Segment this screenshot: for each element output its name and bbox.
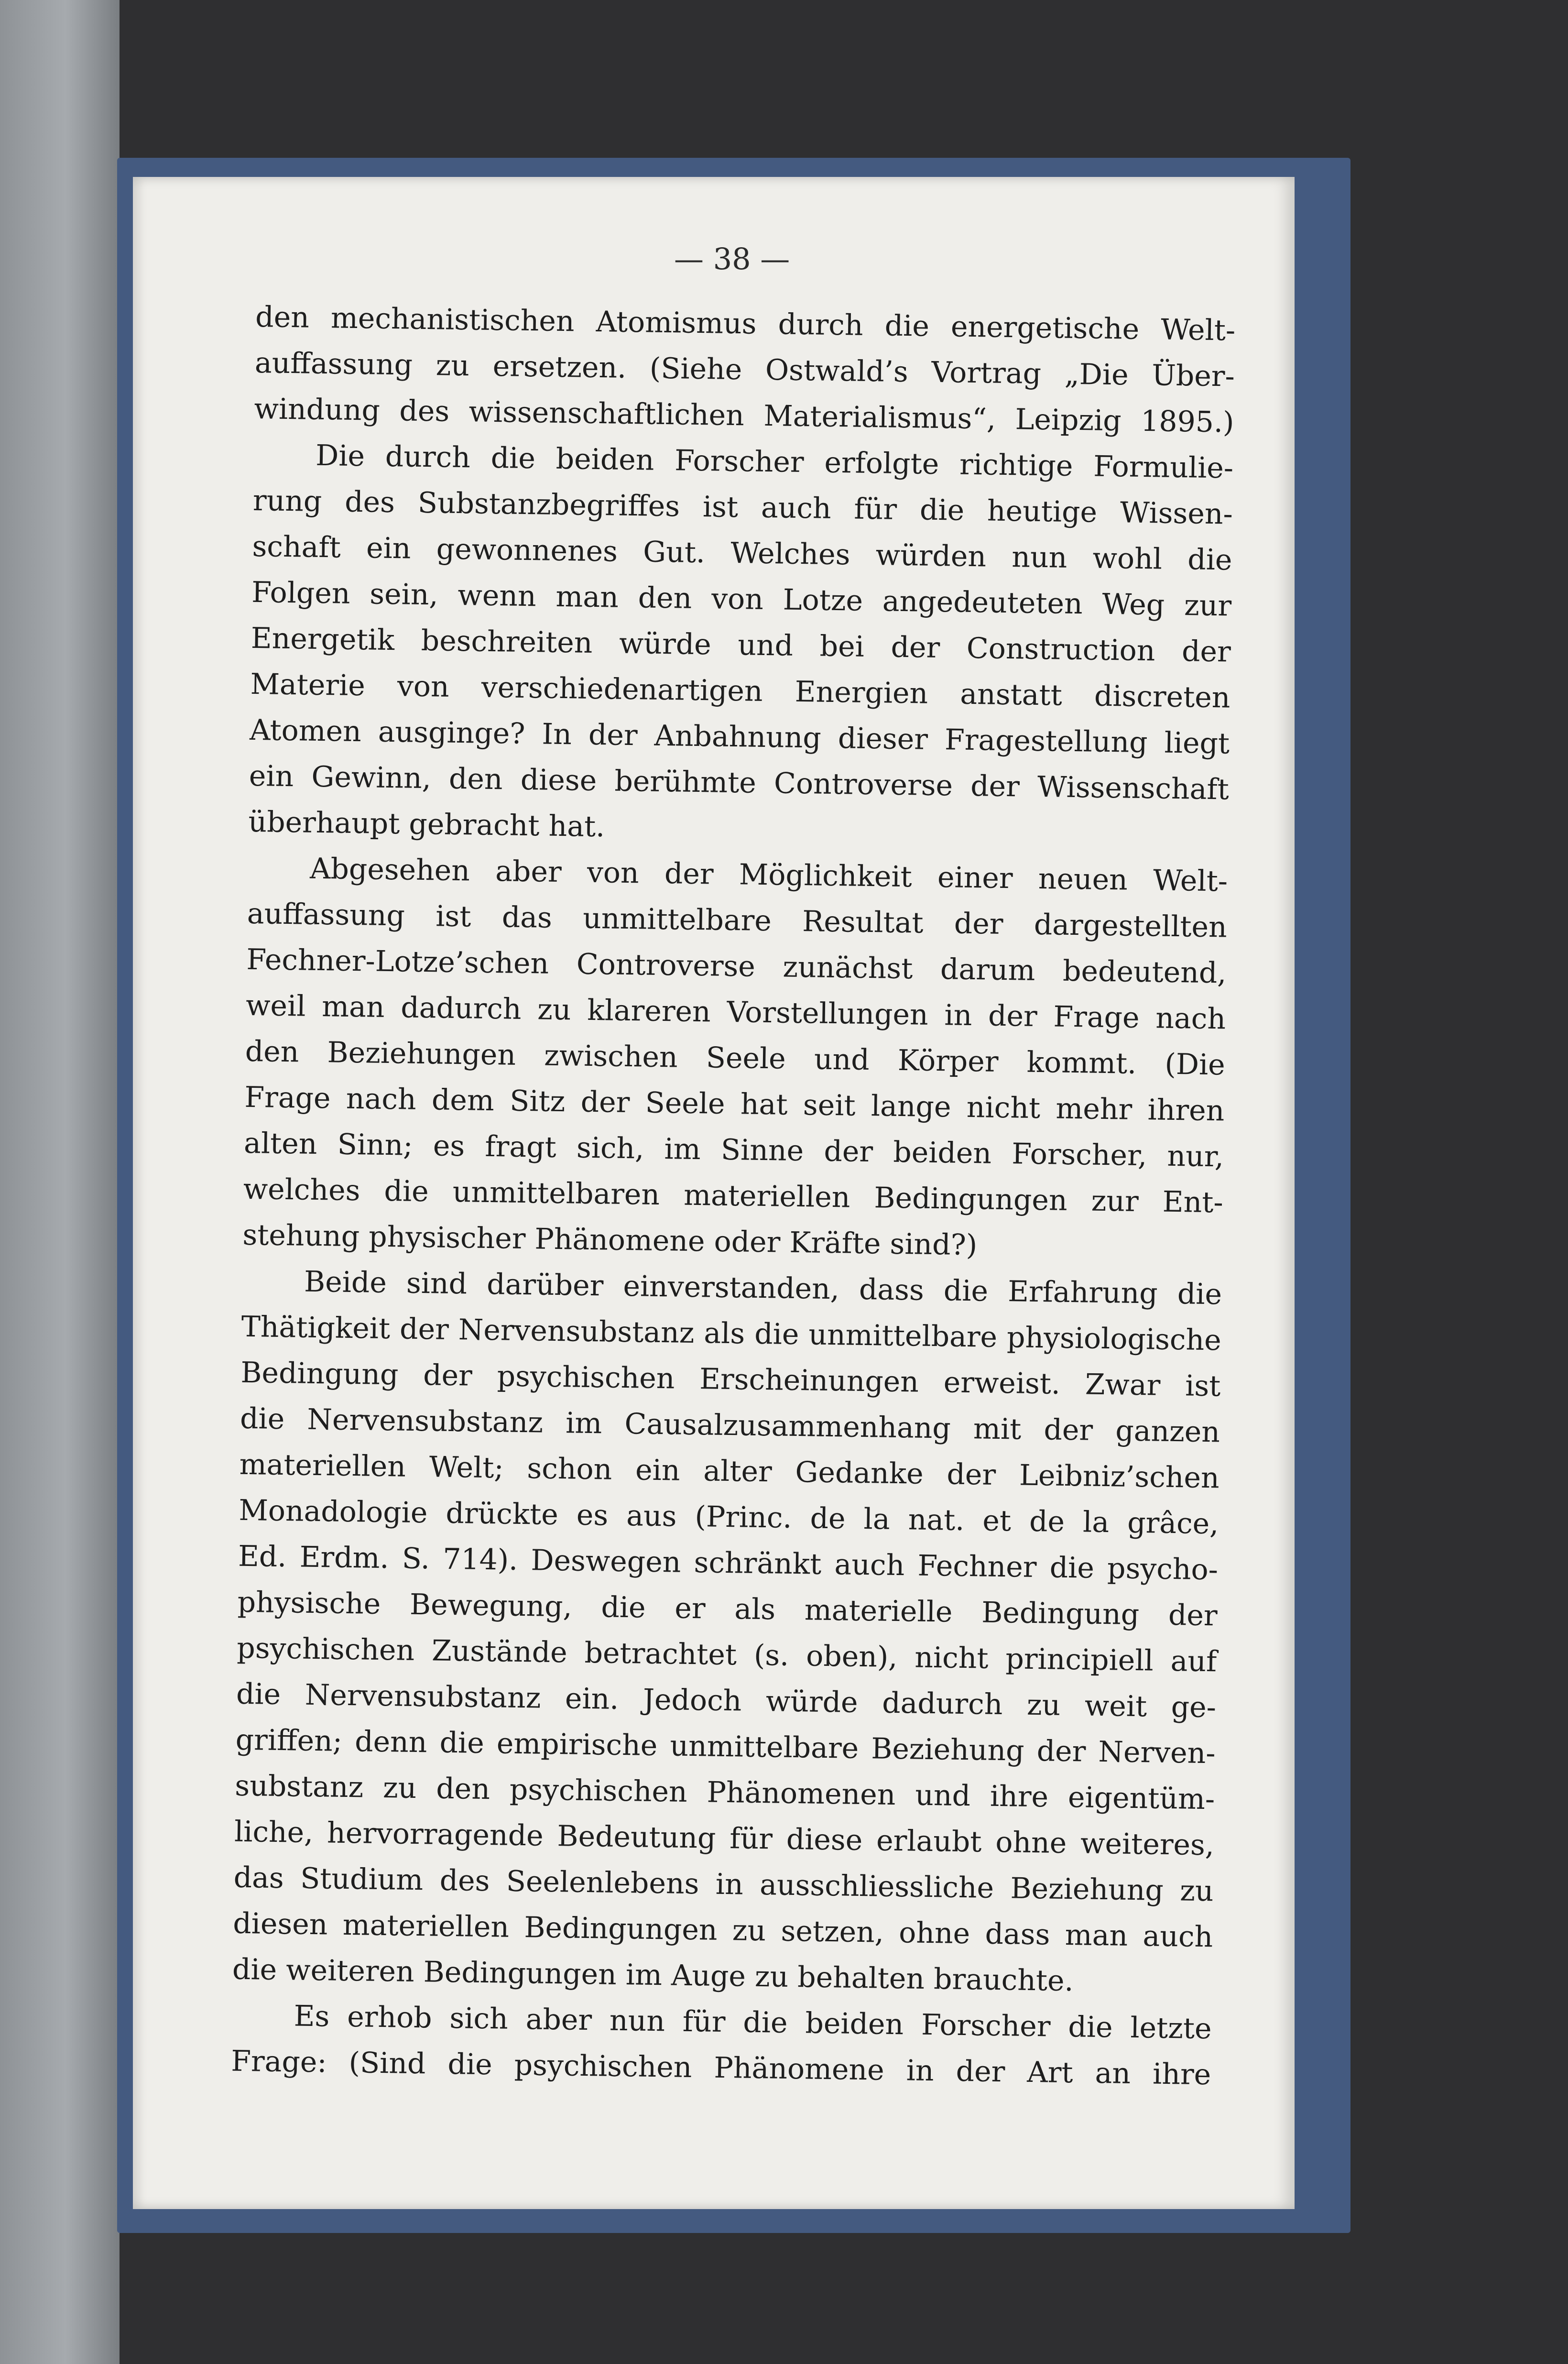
text-line: alten Sinn; es fragt sich, im Sinne der beiden Forscher, nur, [243, 1126, 1224, 1174]
text-line: materiellen Welt; schon ein alter Gedanke der Leibniz’schen [239, 1447, 1220, 1495]
text-line: Die durch die beiden Forscher erfolgte richtige Formulie- [315, 438, 1234, 485]
page-number: — 38 — [674, 241, 790, 276]
text-line: windung des wissenschaftlichen Materialismus“, Leipzig 1895.) [254, 392, 1234, 439]
text-line: liche, hervorragende Bedeutung für diese erlaubt ohne weiteres, [234, 1815, 1215, 1862]
text-line: Beide sind darüber einverstanden, dass die Erfahrung die [304, 1265, 1222, 1312]
text-line: Energetik beschreiten würde und bei der Construction der [250, 621, 1231, 669]
text-line: Frage: (Sind die psychischen Phänomene in der Art an ihre [230, 2044, 1211, 2092]
text-line: Frage nach dem Sitz der Seele hat seit lange nicht mehr ihren [244, 1080, 1225, 1128]
text-line: psychischen Zustände betrachtet (s. oben), nicht principiell auf [236, 1631, 1217, 1679]
text-line: den Beziehungen zwischen Seele und Körper kommt. (Die [245, 1034, 1226, 1082]
text-line: stehung physischer Phänomene oder Kräfte sind?) [242, 1218, 978, 1262]
text-line: Fechner-Lotze’schen Controverse zunächst darum bedeutend, [246, 942, 1227, 990]
text-line: Atomen ausginge? In der Anbahnung dieser Fragestellung liegt [249, 713, 1230, 761]
text-line: Thätigkeit der Nervensubstanz als die unmittelbare physiologische [241, 1310, 1222, 1357]
text-line: den mechanistischen Atomismus durch die energetische Welt- [255, 300, 1236, 348]
text-line: substanz zu den psychischen Phänomenen und ihre eigentüm- [234, 1769, 1215, 1817]
text-line: weil man dadurch zu klareren Vorstellungen in der Frage nach [245, 988, 1226, 1036]
text-line: Abgesehen aber von der Möglichkeit einer neuen Welt- [309, 852, 1228, 898]
text-line: diesen materiellen Bedingungen zu setzen, ohne dass man auch [232, 1906, 1213, 1954]
text-line: das Studium des Seelenlebens in ausschliessliche Beziehung zu [233, 1861, 1214, 1908]
text-line: ein Gewinn, den diese berühmte Controverse der Wissenschaft [249, 759, 1230, 807]
text-line: welches die unmittelbaren materiellen Bedingungen zur Ent- [243, 1172, 1224, 1220]
text-line: Es erhob sich aber nun für die beiden Forscher die letzte [294, 1999, 1212, 2046]
text-line: Bedingung der psychischen Erscheinungen erweist. Zwar ist [240, 1356, 1221, 1403]
text-line: auffassung zu ersetzen. (Siehe Ostwald’s Vortrag „Die Über- [254, 346, 1235, 394]
text-line: auffassung ist das unmittelbare Resultat der dargestellten [247, 897, 1228, 944]
text-line: die Nervensubstanz im Causalzusammenhang mit der ganzen [240, 1401, 1220, 1449]
text-line: physische Bewegung, die er als materielle Bedingung der [237, 1585, 1218, 1633]
text-line: die Nervensubstanz ein. Jedoch würde dadurch zu weit ge- [236, 1677, 1217, 1725]
text-line: schaft ein gewonnenes Gut. Welches würden nun wohl die [252, 529, 1232, 577]
text-line: rung des Substanzbegriffes ist auch für die heutige Wissen- [252, 483, 1233, 531]
text-line: überhaupt gebracht hat. [248, 805, 605, 844]
page-body [231, 294, 1236, 2098]
text-line: Folgen sein, wenn man den von Lotze angedeuteten Weg zur [251, 575, 1232, 623]
text-line: Monadologie drückte es aus (Princ. de la nat. et de la grâce, [238, 1493, 1219, 1541]
text-line: griffen; denn die empirische unmittelbare Beziehung der Nerven- [235, 1723, 1216, 1771]
text-line: Materie von verschiedenartigen Energien anstatt discreten [250, 667, 1230, 715]
text-line: Ed. Erdm. S. 714). Deswegen schränkt auch Fechner die psycho- [238, 1539, 1219, 1587]
previous-page-edge [0, 0, 120, 2364]
text-line: die weiteren Bedingungen im Auge zu behalten brauchte. [232, 1952, 1074, 1998]
